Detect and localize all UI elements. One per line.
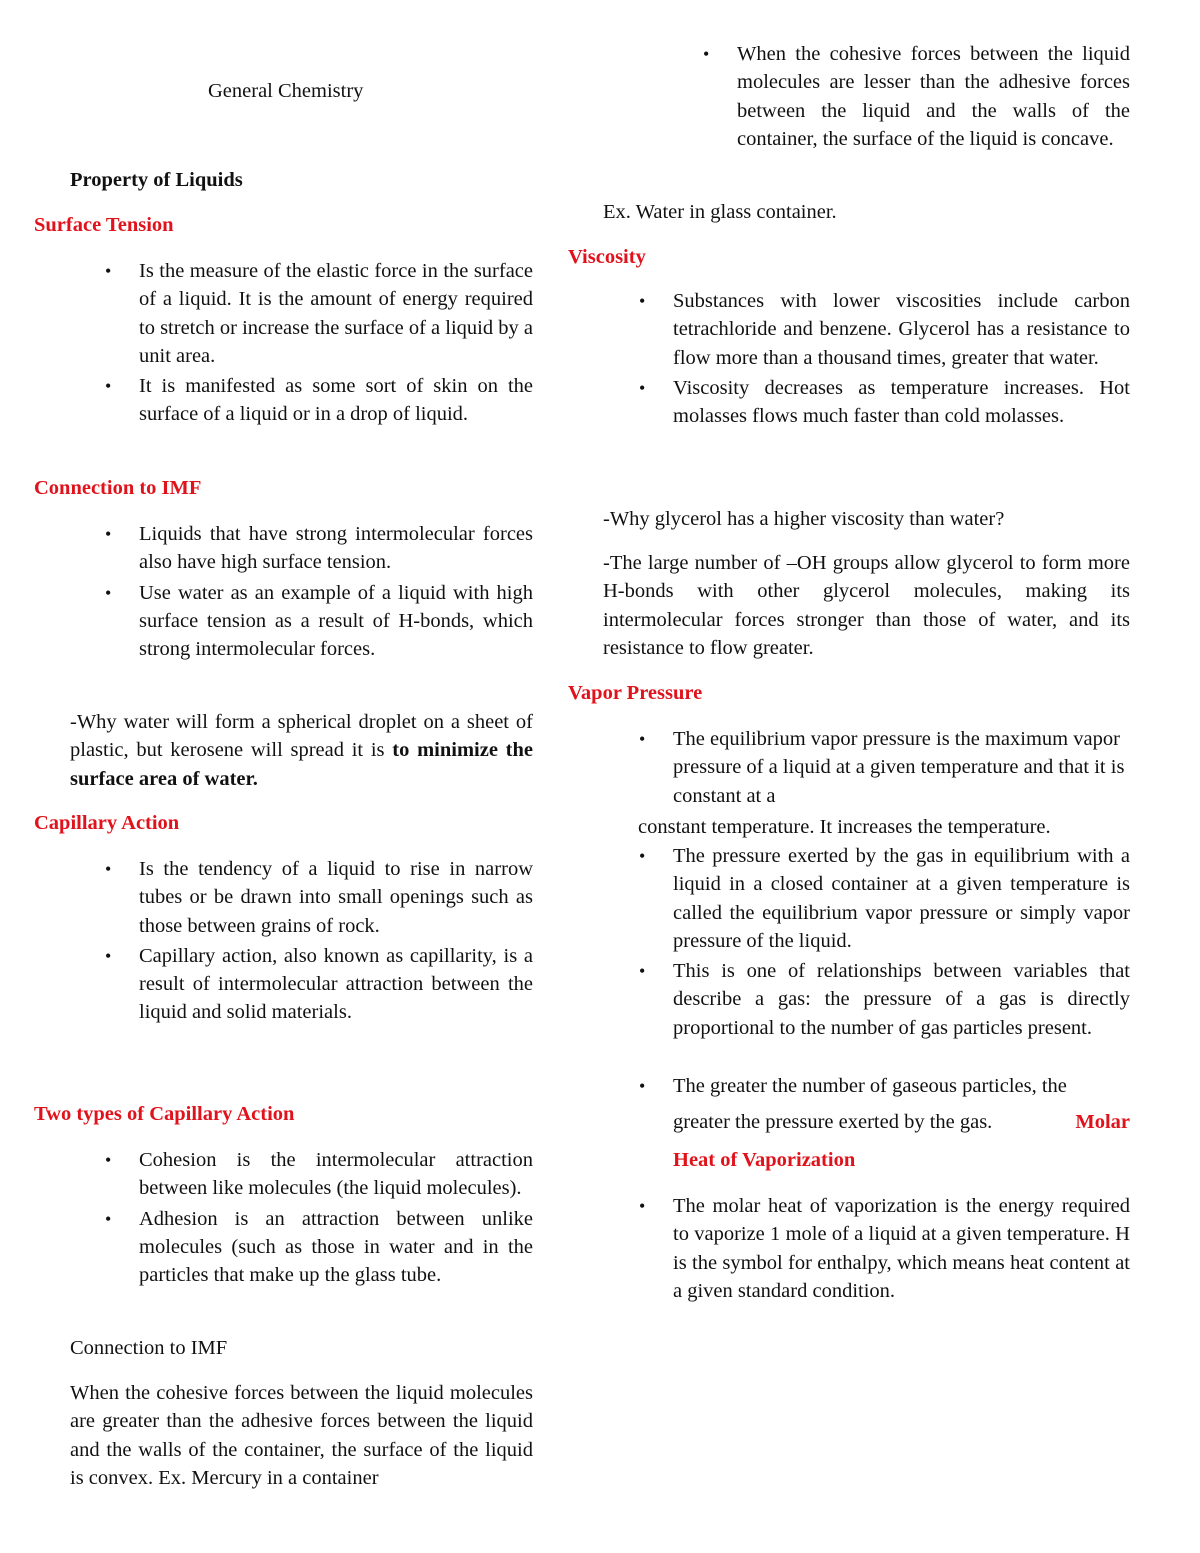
list-item: • The equilibrium vapor pressure is the maximum vapor pressure of a liquid at a given temperature and that it is constant at a xyxy=(673,725,1130,810)
convex-paragraph: When the cohesive forces between the liquid molecules are greater than the adhesive forces between the liquid and the walls of the container, the surface of the liquid is convex. Ex. Mercury in a container xyxy=(70,1382,533,1489)
bullet-icon: • xyxy=(639,291,646,311)
list-item: • Is the measure of the elastic force in the surface of a liquid. It is the amount of energy required to stretch or increase the surface of a liquid by a unit area. xyxy=(139,257,533,370)
bullet-icon: • xyxy=(639,729,646,749)
bullet-icon: • xyxy=(105,859,112,879)
main-heading: Property of Liquids xyxy=(70,169,243,191)
connection-imf-list xyxy=(105,520,533,665)
section-heading-two-types: Two types of Capillary Action xyxy=(34,1103,295,1125)
bullet-icon: • xyxy=(639,846,646,866)
bullet-icon: • xyxy=(105,376,112,397)
bullet-icon: • xyxy=(639,961,646,982)
list-item: • Viscosity decreases as temperature increases. Hot molasses flows much faster than cold molasses. xyxy=(673,374,1130,431)
molar-heading-start: Molar xyxy=(1075,1111,1130,1134)
section-heading-vapor-pressure: Vapor Pressure xyxy=(568,682,703,704)
list-item: • Adhesion is an attraction between unlike molecules (such as those in water and in the particles that make up the glass tube. xyxy=(139,1205,533,1290)
list-item: • Use water as an example of a liquid with high surface tension as a result of H-bonds, which strong intermolecular forces. xyxy=(139,579,533,664)
document-title: General Chemistry xyxy=(208,80,364,102)
list-item: • Is the tendency of a liquid to rise in narrow tubes or be drawn into small openings such as those between grains of rock. xyxy=(139,855,533,940)
bullet-icon: • xyxy=(105,1150,112,1170)
bullet-icon: • xyxy=(639,1076,646,1096)
connection-imf-label: Connection to IMF xyxy=(70,1337,228,1359)
vapor-pressure-list xyxy=(639,842,1130,1044)
two-types-list xyxy=(105,1146,533,1291)
list-item: • This is one of relationships between variables that describe a gas: the pressure of a gas is directly proportional to the number of gas particles present. xyxy=(673,957,1130,1042)
surface-tension-list xyxy=(105,257,533,431)
bullet-icon: • xyxy=(639,1196,646,1216)
capillary-action-list xyxy=(105,855,533,1029)
bullet-icon: • xyxy=(105,1208,112,1229)
list-item: • Liquids that have strong intermolecular forces also have high surface tension. xyxy=(139,520,533,577)
concave-list xyxy=(703,40,1130,155)
bullet-icon: • xyxy=(105,945,112,966)
glycerol-question: -Why glycerol has a higher viscosity than water? xyxy=(603,508,1005,530)
bullet-icon: • xyxy=(639,377,646,398)
vapor-pressure-list-first xyxy=(639,725,1130,812)
list-item: • Capillary action, also known as capillarity, is a result of intermolecular attraction between the liquid and solid materials. xyxy=(139,942,533,1027)
glycerol-answer: -The large number of –OH groups allow glycerol to form more H-bonds with other glycerol molecules, making its intermolecular forces stronger than those of water, and its resistance to flow greater. xyxy=(603,552,1130,659)
list-item: • Substances with lower viscosities include carbon tetrachloride and benzene. Glycerol has a resistance to flow more than a thousand times, greater that water. xyxy=(673,287,1130,372)
bullet-icon: • xyxy=(703,44,710,64)
list-item: • It is manifested as some sort of skin on the surface of a liquid or in a drop of liquid. xyxy=(139,372,533,429)
vapor-pressure-continuation: constant temperature. It increases the temperature. xyxy=(638,816,1051,838)
water-example: Ex. Water in glass container. xyxy=(603,201,837,223)
section-heading-connection-imf: Connection to IMF xyxy=(34,477,202,499)
bullet-icon: • xyxy=(105,261,112,281)
list-item: • The pressure exerted by the gas in equilibrium with a liquid in a closed container at a given temperature is called the equilibrium vapor pressure or simply vapor pressure of the liquid. xyxy=(673,842,1130,955)
bullet-icon: • xyxy=(105,582,112,603)
list-item: • When the cohesive forces between the liquid molecules are lesser than the adhesive forces between the liquid and the walls of the container, the surface of the liquid is concave. xyxy=(737,40,1130,153)
bullet-icon: • xyxy=(105,524,112,544)
section-heading-capillary-action: Capillary Action xyxy=(34,812,180,834)
list-item: • The greater the number of gaseous particles, the greater the pressure exerted by the gas. Molar xyxy=(673,1072,1130,1137)
section-heading-viscosity: Viscosity xyxy=(568,246,646,268)
water-droplet-question: -Why water will form a spherical droplet on a sheet of plastic, but kerosene will spread it is to minimize the surface area of water. xyxy=(70,711,533,790)
section-heading-molar-heat: Heat of Vaporization xyxy=(673,1149,856,1171)
list-item: • The molar heat of vaporization is the energy required to vaporize 1 mole of a liquid at a given temperature. H is the symbol for enthalpy, which means heat content at a given standard condition. xyxy=(673,1192,1130,1305)
section-heading-surface-tension: Surface Tension xyxy=(34,214,174,236)
molar-heat-list xyxy=(639,1192,1130,1307)
list-item: • Cohesion is the intermolecular attraction between like molecules (the liquid molecules). xyxy=(139,1146,533,1203)
viscosity-list xyxy=(639,287,1130,432)
